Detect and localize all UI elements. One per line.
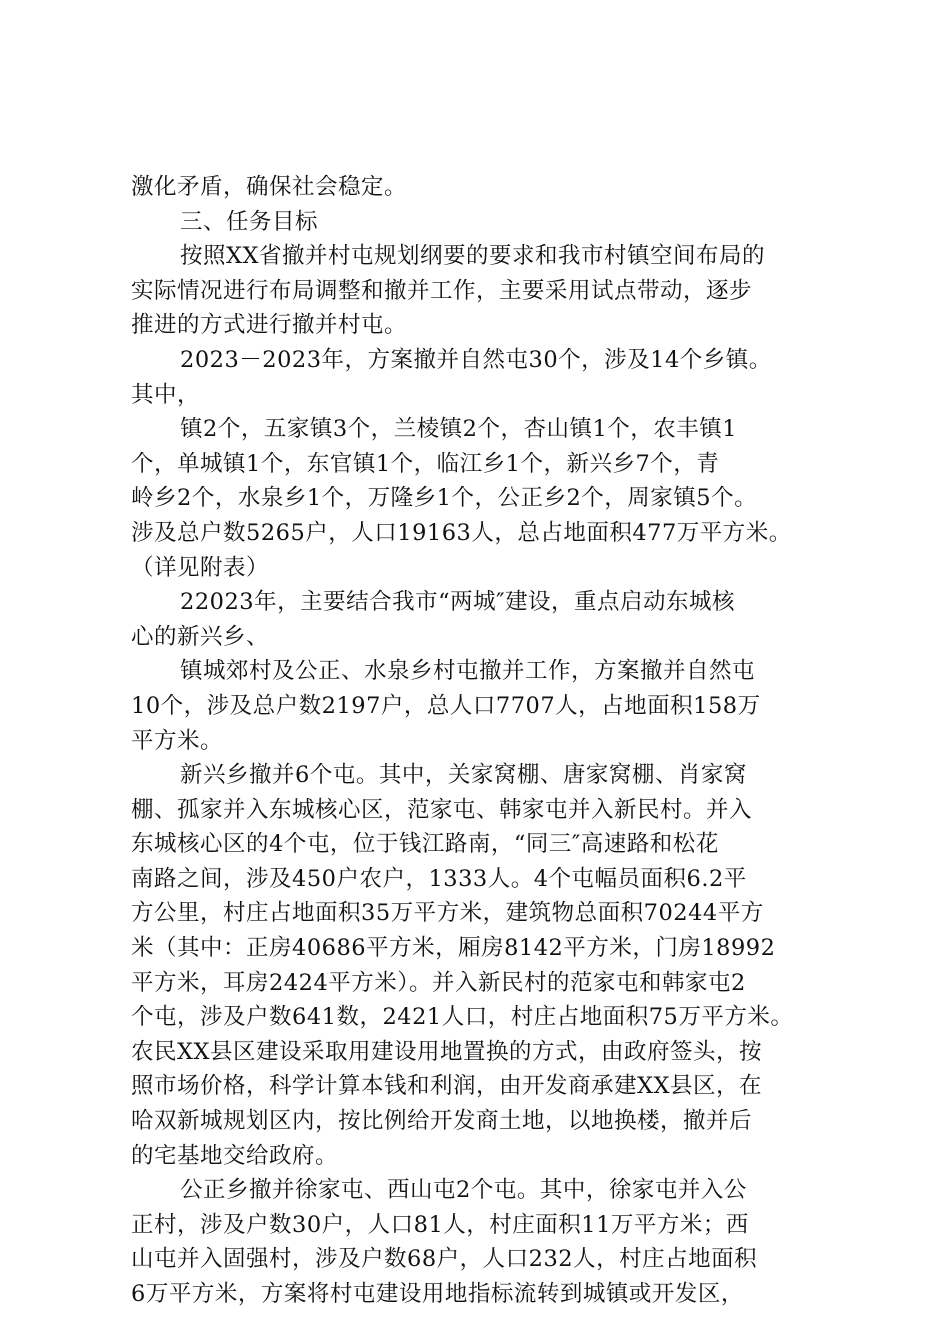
text-line: 平方米。 xyxy=(131,727,224,754)
text-line: 方公里，村庄占地面积35万平方米，建筑物总面积70244平方 xyxy=(131,900,764,927)
text-line: 个屯，涉及户数641数，2421人口，村庄占地面积75万平方米。 xyxy=(131,1004,794,1031)
text-line: 按照XX省撤并村屯规划纲要的要求和我市村镇空间布局的 xyxy=(180,243,766,270)
text-line: 心的新兴乡、 xyxy=(131,623,270,650)
text-line: 照市场价格，科学计算本钱和利润，由开发商承建XX县区，在 xyxy=(131,1073,763,1100)
document-body xyxy=(131,170,831,1312)
text-line: 其中， xyxy=(131,381,201,408)
text-line: 10个，涉及总户数2197户，总人口7707人，占地面积158万 xyxy=(131,692,761,719)
text-line: 6万平方米，方案将村屯建设用地指标流转到城镇或开发区， xyxy=(131,1281,744,1307)
text-line: 公正乡撤并徐家屯、西山屯2个屯。其中，徐家屯并入公 xyxy=(180,1177,747,1204)
text-line: 正村，涉及户数30户，人口81人，村庄面积11万平方米；西 xyxy=(131,1211,749,1238)
text-line: 米（其中：正房40686平方米，厢房8142平方米，门房18992 xyxy=(131,935,776,962)
text-line: 激化矛盾，确保社会稳定。 xyxy=(131,174,408,200)
text-line: 个，单城镇1个，东官镇1个，临江乡1个，新兴乡7个，青 xyxy=(131,450,720,477)
text-line: 2023－2023年，方案撤并自然屯30个，涉及14个乡镇。 xyxy=(180,346,772,373)
text-line: 山屯并入固强村，涉及户数68户，人口232人，村庄占地面积 xyxy=(131,1246,758,1273)
text-line: 哈双新城规划区内，按比例给开发商土地，以地换楼，撤并后 xyxy=(131,1108,753,1135)
text-line: 的宅基地交给政府。 xyxy=(131,1142,339,1169)
text-line: 镇城郊村及公正、水泉乡村屯撤并工作，方案撤并自然屯 xyxy=(180,658,756,685)
text-line: 南路之间，涉及450户农户，1333人。4个屯幅员面积6.2平 xyxy=(131,865,747,892)
text-line: 22023年，主要结合我市“两城″建设，重点启动东城核 xyxy=(180,589,735,616)
text-line: 棚、孤家并入东城核心区，范家屯、韩家屯并入新民村。并入 xyxy=(131,796,753,823)
text-line: 新兴乡撤并6个屯。其中，关家窝棚、唐家窝棚、肖家窝 xyxy=(180,762,747,789)
text-line: 东城核心区的4个屯，位于钱江路南，“同三″高速路和松花 xyxy=(131,831,719,858)
text-line: 实际情况进行布局调整和撤并工作，主要采用试点带动，逐步 xyxy=(131,277,753,304)
text-line: （详见附表） xyxy=(131,554,270,581)
section-heading: 三、任务目标 xyxy=(180,208,319,235)
text-line: 农民XX县区建设采取用建设用地置换的方式，由政府签头，按 xyxy=(131,1038,763,1065)
text-line: 平方米，耳房2424平方米）。并入新民村的范家屯和韩家屯2 xyxy=(131,969,746,996)
text-line: 镇2个，五家镇3个，兰棱镇2个，杏山镇1个，农丰镇1 xyxy=(180,416,738,443)
text-line: 推进的方式进行撤并村屯。 xyxy=(131,312,408,339)
text-line: 岭乡2个，水泉乡1个，万隆乡1个，公正乡2个，周家镇5个。 xyxy=(131,485,758,512)
text-line: 涉及总户数5265户，人口19163人，总占地面积477万平方米。 xyxy=(131,519,792,546)
